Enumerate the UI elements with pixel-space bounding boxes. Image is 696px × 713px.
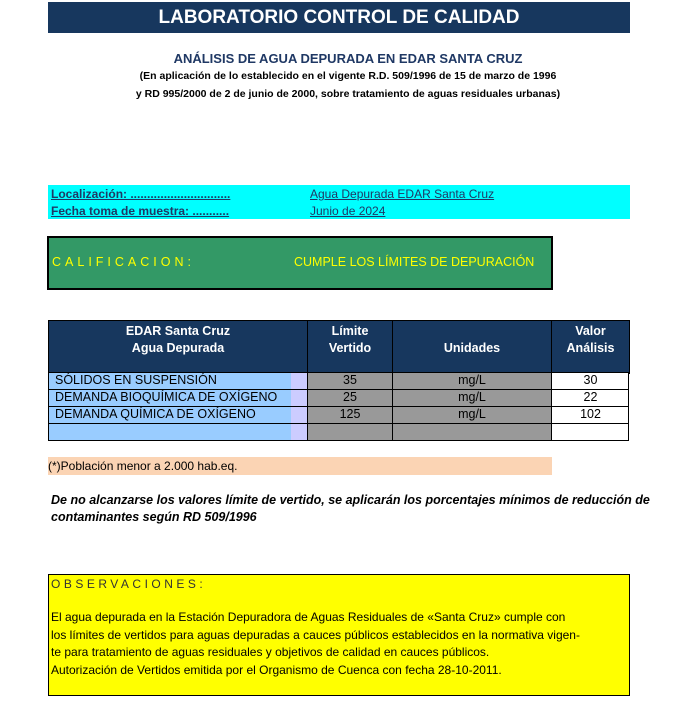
table-row-value: 30 — [583, 373, 598, 387]
reduction-warning: De no alcanzarse los valores límite de vertido, se aplicarán los porcentajes mínimos de reducción de contaminantes según RD 509/1996 — [51, 493, 650, 524]
table-row-limit: 35 — [343, 373, 357, 387]
table-row-units: mg/L — [458, 373, 486, 387]
observaciones-text: El agua depurada en la Estación Depuradora de Aguas Residuales de «Santa Cruz» cumple con los límites de vertidos para aguas depuradas a cauces públicos establecidos en la normativa vigen- te para tratamiento de aguas residuales y objetivos de calidad en cauces públicos. Autorización de Vertidos emitida por el Organismo de Cuenca con fecha 28-10-2011. — [51, 610, 580, 677]
calificacion-value: CUMPLE LOS LÍMITES DE DEPURACIÓN — [294, 255, 535, 269]
header-limite: Límite Vertido — [328, 324, 372, 355]
table-row-parameter: DEMANDA QUÍMICA DE OXÍGENO — [55, 407, 256, 421]
table-row-value: 102 — [580, 407, 601, 421]
header-unidades: Unidades — [443, 341, 501, 355]
table-row-parameter: SÓLIDOS EN SUSPENSIÓN — [55, 373, 217, 387]
header-valor: Valor Análisis — [566, 324, 615, 355]
table-row-parameter: DEMANDA BIOQUÍMICA DE OXÍGENO — [55, 390, 278, 404]
table-row-value: 22 — [583, 390, 598, 404]
report-subtitle: ANÁLISIS DE AGUA DEPURADA EN EDAR SANTA CRUZ — [173, 51, 523, 66]
regulation-note-line2: y RD 995/2000 de 2 de junio de 2000, sobre tratamiento de aguas residuales urbanas) — [135, 88, 561, 100]
results-table-header — [48, 320, 630, 374]
table-row-limit: 125 — [339, 407, 361, 421]
calificacion-label: CALIFICACION: — [52, 255, 195, 269]
location-value: Agua Depurada EDAR Santa Cruz — [310, 187, 495, 201]
location-label: Localización: .............................. — [51, 187, 231, 201]
regulation-note-line1: (En aplicación de lo establecido en el vigente R.D. 509/1996 de 15 de marzo de 1996 — [139, 70, 557, 82]
sample-date-value: Junio de 2024 — [310, 204, 386, 218]
table-row-limit: 25 — [343, 390, 357, 404]
observaciones-label: OBSERVACIONES: — [51, 577, 207, 591]
page-title: LABORATORIO CONTROL DE CALIDAD — [48, 2, 630, 33]
table-row-units: mg/L — [458, 407, 486, 421]
sample-date-label: Fecha toma de muestra: ........... — [51, 204, 230, 218]
population-note: (*)Población menor a 2.000 hab.eq. — [48, 457, 552, 475]
header-edar: EDAR Santa Cruz Agua Depurada — [125, 324, 231, 355]
table-row-units: mg/L — [458, 390, 486, 404]
